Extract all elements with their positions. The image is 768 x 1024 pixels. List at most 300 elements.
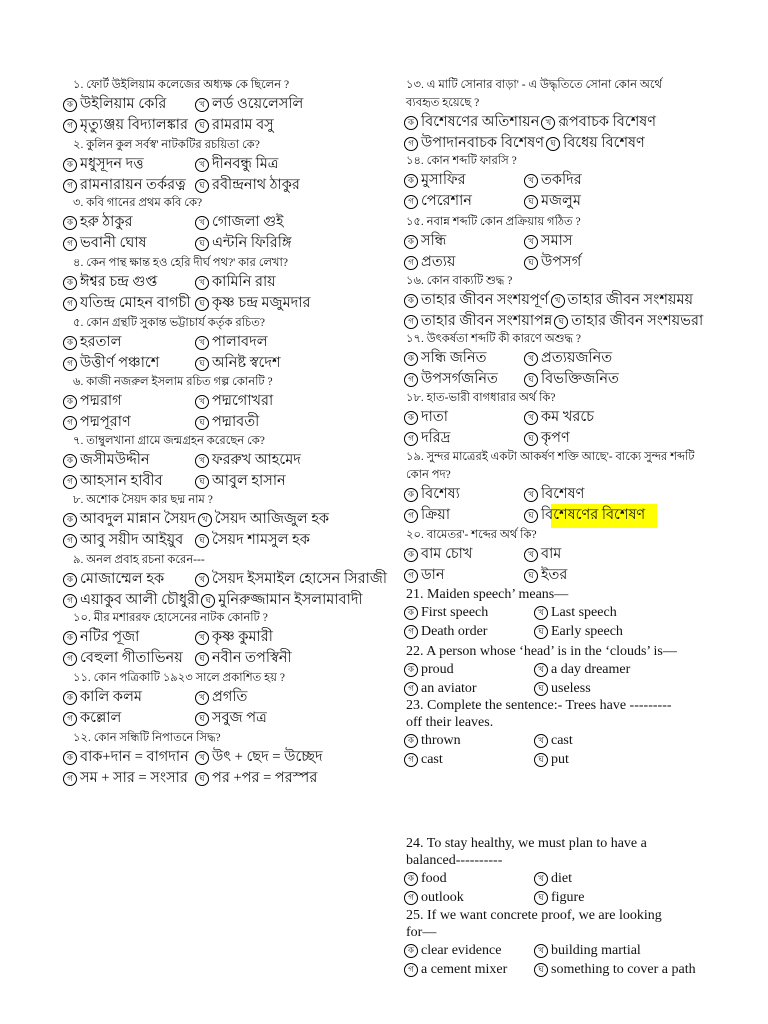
option-text: outlook bbox=[421, 889, 464, 905]
option-text: রামরাম বসু bbox=[212, 116, 274, 133]
option-marker: গ bbox=[63, 416, 77, 430]
option-text: এন্টনি ফিরিঙ্গি bbox=[212, 234, 292, 251]
option-gha bbox=[524, 190, 581, 214]
question-text: ১৮. হাত-ভারী বাগধারার অর্থ কি? bbox=[406, 392, 556, 404]
option-text: মোজাম্মেল হক bbox=[80, 570, 165, 587]
option-marker: গ bbox=[404, 137, 418, 151]
option-ga bbox=[63, 529, 193, 553]
option-row bbox=[404, 622, 744, 641]
option-kha bbox=[534, 662, 630, 678]
option-text: thrown bbox=[421, 732, 461, 748]
option-marker: খ bbox=[534, 872, 548, 886]
option-ga bbox=[404, 368, 522, 392]
option-gha bbox=[534, 624, 623, 640]
option-gha bbox=[534, 752, 569, 768]
question-text: ৯. অনল প্রবাহ রচনা করেন--- bbox=[73, 554, 205, 566]
option-marker: ঘ bbox=[195, 179, 209, 193]
option-marker: খ bbox=[195, 631, 209, 645]
question-block bbox=[63, 254, 398, 314]
option-marker: ক bbox=[63, 158, 77, 172]
option-text: কম খরচে bbox=[541, 408, 594, 425]
option-row bbox=[63, 747, 398, 768]
option-marker: খ bbox=[541, 116, 555, 130]
option-text: দাতা bbox=[421, 408, 448, 425]
option-text: Last speech bbox=[551, 604, 617, 620]
option-text: মজলুম bbox=[541, 192, 581, 209]
option-marker: গ bbox=[404, 753, 418, 767]
option-gha bbox=[195, 647, 292, 671]
option-marker: ঘ bbox=[195, 357, 209, 371]
option-text: ক্রিয়া bbox=[421, 506, 451, 523]
option-text: কল্লোল bbox=[80, 709, 122, 726]
option-gha bbox=[195, 411, 259, 435]
option-text: আবদুল মান্নান সৈয়দ bbox=[80, 510, 196, 527]
option-marker: ক bbox=[404, 294, 418, 308]
option-row bbox=[404, 428, 744, 449]
option-text: তাহার জীবন সংশয়পূর্ণ bbox=[421, 291, 549, 308]
option-row bbox=[63, 332, 398, 353]
question-text: ১৪. কোন শব্দটি ফারসি ? bbox=[406, 155, 517, 167]
option-marker: ক bbox=[404, 411, 418, 425]
option-marker: ঘ bbox=[524, 569, 538, 583]
option-marker: গ bbox=[63, 297, 77, 311]
option-text: কৃষ্ণ কুমারী bbox=[212, 628, 273, 645]
option-row bbox=[63, 175, 398, 196]
option-row bbox=[63, 233, 398, 254]
option-gha bbox=[524, 368, 619, 392]
option-ga bbox=[404, 190, 522, 214]
option-text: বাম চোখ bbox=[421, 545, 473, 562]
option-marker: গ bbox=[63, 179, 77, 193]
option-text: সৈয়দ শামসুল হক bbox=[212, 531, 310, 548]
option-text: অনিষ্ট স্বদেশ bbox=[212, 354, 281, 371]
option-ga bbox=[63, 411, 193, 435]
option-text: পদ্মাবতী bbox=[212, 413, 260, 430]
option-gha bbox=[195, 232, 292, 256]
option-row bbox=[404, 170, 744, 191]
option-ga bbox=[404, 752, 532, 768]
option-text: রামনারায়ন তর্করত্ন bbox=[80, 176, 186, 193]
option-text: রূপবাচক বিশেষণ bbox=[558, 113, 657, 130]
option-marker: খ bbox=[534, 663, 548, 677]
option-marker: গ bbox=[63, 712, 77, 726]
option-marker: ক bbox=[404, 663, 418, 677]
option-marker: ঘ bbox=[534, 891, 548, 905]
option-row bbox=[404, 369, 744, 390]
option-text: জসীমউদ্দীন bbox=[80, 451, 150, 468]
question-text: ৬. কাজী নজরুল ইসলাম রচিত গল্প কোনটি ? bbox=[73, 376, 273, 388]
question-block bbox=[404, 835, 744, 907]
option-ka bbox=[404, 943, 532, 959]
option-gha bbox=[534, 962, 696, 978]
option-marker: গ bbox=[63, 475, 77, 489]
option-marker: ঘ bbox=[534, 625, 548, 639]
option-marker: ক bbox=[404, 488, 418, 502]
option-marker: ঘ bbox=[534, 682, 548, 696]
option-ga bbox=[63, 767, 193, 791]
question-text: ২০. বামেতর'- শব্দের অর্থ কি? bbox=[406, 529, 537, 541]
option-marker: গ bbox=[63, 357, 77, 371]
option-text: First speech bbox=[421, 604, 489, 620]
option-marker: খ bbox=[195, 454, 209, 468]
question-block bbox=[63, 432, 398, 492]
option-text: বাম bbox=[541, 545, 562, 562]
option-row bbox=[63, 391, 398, 412]
option-text: ঈশ্বর চন্দ্র গুপ্ত bbox=[80, 273, 158, 290]
option-ga bbox=[63, 292, 193, 316]
option-row bbox=[404, 484, 744, 505]
option-ga bbox=[404, 890, 532, 906]
option-row bbox=[63, 293, 398, 314]
option-ga bbox=[404, 427, 522, 451]
option-text: বেহুলা গীতাভিনয় bbox=[80, 649, 183, 666]
option-marker: খ bbox=[551, 294, 565, 308]
option-marker: ক bbox=[63, 513, 77, 527]
question-block bbox=[404, 389, 744, 449]
option-marker: ক bbox=[404, 235, 418, 249]
option-marker: খ bbox=[524, 411, 538, 425]
option-marker: ঘ bbox=[195, 772, 209, 786]
option-marker: ঘ bbox=[524, 256, 538, 270]
question-block bbox=[63, 609, 398, 669]
option-text: দীনবন্ধু মিত্র bbox=[212, 155, 279, 172]
option-text: food bbox=[421, 870, 447, 886]
option-marker: ঘ bbox=[195, 652, 209, 666]
option-text: বিধেয় বিশেষণ bbox=[563, 134, 645, 151]
option-row bbox=[63, 687, 398, 708]
option-marker: ক bbox=[63, 573, 77, 587]
option-ga bbox=[63, 352, 193, 376]
question-text: 25. If we want concrete proof, we are looking for— bbox=[406, 908, 662, 940]
option-text: useless bbox=[551, 680, 591, 696]
option-row bbox=[404, 252, 744, 273]
option-marker: গ bbox=[63, 772, 77, 786]
option-marker: ক bbox=[404, 872, 418, 886]
option-text: আবু সয়ীদ আইয়ুব bbox=[80, 531, 184, 548]
option-text: কালি কলম bbox=[80, 688, 142, 705]
option-marker: গ bbox=[404, 891, 418, 905]
option-marker: খ bbox=[524, 548, 538, 562]
option-marker: খ bbox=[195, 691, 209, 705]
option-marker: খ bbox=[524, 235, 538, 249]
question-block bbox=[63, 551, 398, 611]
question-text: ৮. অশোক সৈয়দ কার ছদ্ম নাম ? bbox=[73, 494, 213, 506]
option-row bbox=[404, 603, 744, 622]
option-text: সন্ধি bbox=[421, 232, 447, 249]
option-text: diet bbox=[551, 870, 572, 886]
left-column bbox=[63, 0, 398, 1024]
option-gha bbox=[195, 767, 317, 791]
question-block bbox=[404, 330, 744, 390]
option-kha bbox=[534, 871, 572, 887]
option-ga bbox=[404, 564, 522, 588]
option-marker: ক bbox=[404, 174, 418, 188]
option-marker: ঘ bbox=[195, 297, 209, 311]
option-ga bbox=[404, 251, 522, 275]
option-marker: খ bbox=[524, 174, 538, 188]
option-row bbox=[63, 569, 398, 590]
option-text: proud bbox=[421, 661, 454, 677]
question-block bbox=[404, 697, 744, 769]
option-row bbox=[404, 505, 744, 526]
question-block bbox=[63, 373, 398, 433]
option-marker: ক bbox=[404, 944, 418, 958]
option-text: গোজলা গুই bbox=[212, 213, 284, 230]
option-marker: খ bbox=[534, 944, 548, 958]
question-block bbox=[404, 272, 744, 332]
question-block bbox=[404, 526, 744, 586]
option-row bbox=[404, 290, 744, 311]
option-text: সমাস bbox=[541, 232, 573, 249]
option-text: পদ্মগোখরা bbox=[212, 392, 274, 409]
option-marker: ঘ bbox=[195, 475, 209, 489]
option-gha bbox=[524, 427, 570, 451]
option-text: put bbox=[551, 751, 569, 767]
option-text: পদ্মরাগ bbox=[80, 392, 122, 409]
option-row bbox=[404, 960, 744, 979]
option-marker: ক bbox=[404, 352, 418, 366]
option-marker: খ bbox=[195, 751, 209, 765]
option-text: লর্ড ওয়েলেসলি bbox=[212, 95, 304, 112]
option-text: পর +পর = পরস্পর bbox=[212, 769, 318, 786]
option-marker: ক bbox=[404, 548, 418, 562]
option-gha bbox=[195, 292, 310, 316]
option-row bbox=[404, 544, 744, 565]
option-ga bbox=[63, 114, 193, 138]
option-row bbox=[404, 348, 744, 369]
option-text: বিভক্তিজনিত bbox=[541, 370, 619, 387]
option-ka bbox=[404, 871, 532, 887]
option-marker: খ bbox=[198, 513, 212, 527]
option-marker: খ bbox=[534, 606, 548, 620]
option-text: উপসর্গ bbox=[541, 253, 582, 270]
option-marker: ঘ bbox=[534, 753, 548, 767]
option-text: হরতাল bbox=[80, 333, 122, 350]
option-row bbox=[63, 412, 398, 433]
option-marker: গ bbox=[404, 625, 418, 639]
option-marker: ঘ bbox=[524, 509, 538, 523]
option-ga bbox=[63, 647, 193, 671]
option-ga bbox=[404, 962, 532, 978]
option-row bbox=[404, 565, 744, 586]
option-marker: গ bbox=[63, 237, 77, 251]
option-ga bbox=[404, 681, 532, 697]
option-text: প্রত্যয় bbox=[421, 253, 456, 270]
option-marker: ঘ bbox=[201, 594, 215, 608]
question-text: ১৩. এ মাটি সোনার বাড়া' - এ উদ্ধৃতিতে সোনা কোন অর্থে ব্যবহৃত হয়েছে ? bbox=[406, 79, 662, 109]
option-marker: খ bbox=[195, 216, 209, 230]
option-text: উপাদানবাচক বিশেষণ bbox=[421, 134, 545, 151]
question-text: ২. কুলিন কুল সর্বস্ব' নাটকটির রচয়িতা কে? bbox=[73, 139, 260, 151]
question-text: 23. Complete the sentence:- Trees have --------- off their leaves. bbox=[406, 698, 672, 730]
option-row bbox=[63, 768, 398, 789]
option-gha bbox=[195, 529, 310, 553]
option-ga bbox=[404, 504, 522, 528]
question-block bbox=[63, 136, 398, 196]
option-marker: ক bbox=[63, 454, 77, 468]
option-text: দরিদ্র bbox=[421, 429, 451, 446]
option-ga bbox=[63, 707, 193, 731]
option-marker: ঘ bbox=[524, 373, 538, 387]
option-row bbox=[404, 731, 744, 750]
option-marker: ঘ bbox=[195, 119, 209, 133]
option-text: নবীন তপস্বিনী bbox=[212, 649, 292, 666]
option-row bbox=[404, 888, 744, 907]
option-text: পালাবদল bbox=[212, 333, 268, 350]
option-text: যতিন্দ্র মোহন বাগচী bbox=[80, 294, 191, 311]
option-text: পদ্মপূরাণ bbox=[80, 413, 131, 430]
option-marker: গ bbox=[404, 373, 418, 387]
option-row bbox=[404, 231, 744, 252]
option-text: প্রত্যয়জনিত bbox=[541, 349, 613, 366]
option-text: উইলিয়াম কেরি bbox=[80, 95, 167, 112]
question-text: ১৫. নবান্ন শব্দটি কোন প্রক্রিয়ায় গঠিত ? bbox=[406, 216, 581, 228]
option-marker: খ bbox=[534, 734, 548, 748]
right-column bbox=[404, 0, 744, 1024]
option-row bbox=[404, 941, 744, 960]
option-row bbox=[404, 133, 744, 154]
option-marker: গ bbox=[63, 534, 77, 548]
option-marker: ক bbox=[63, 631, 77, 645]
option-kha bbox=[534, 605, 617, 621]
question-text: ৪. কেন পান্থ ক্ষান্ত হও হেরি দীর্ঘ পথ?' কার লেখা? bbox=[73, 257, 288, 269]
option-text: clear evidence bbox=[421, 942, 502, 958]
option-text: আবুল হাসান bbox=[212, 472, 286, 489]
option-marker: গ bbox=[404, 195, 418, 209]
option-row bbox=[63, 530, 398, 551]
option-gha bbox=[195, 707, 267, 731]
option-text: সৈয়দ আজিজুল হক bbox=[214, 510, 330, 527]
option-marker: খ bbox=[195, 98, 209, 112]
option-marker: খ bbox=[195, 276, 209, 290]
option-row bbox=[404, 750, 744, 769]
option-kha bbox=[534, 733, 573, 749]
option-ga bbox=[63, 232, 193, 256]
question-text: ১৬. কোন বাক্যটি শুদ্ধ ? bbox=[406, 275, 513, 287]
option-marker: খ bbox=[195, 336, 209, 350]
question-block bbox=[63, 314, 398, 374]
option-marker: ঘ bbox=[195, 237, 209, 251]
option-text: উত্তীর্ণ পঞ্চাশে bbox=[80, 354, 160, 371]
option-kha bbox=[534, 943, 641, 959]
question-text: ৫. কোন গ্রন্থটি সুকান্ত ভট্টাচার্য কর্তৃক রচিত? bbox=[73, 317, 265, 329]
question-text: ৭. তাম্বুলখানা গ্রামে জন্মগ্রহন করেছেন কে? bbox=[73, 435, 265, 447]
option-text: রবীন্দ্রনাথ ঠাকুর bbox=[212, 176, 300, 193]
option-text: building martial bbox=[551, 942, 641, 958]
option-marker: ক bbox=[63, 216, 77, 230]
option-row bbox=[63, 627, 398, 648]
option-text: cast bbox=[551, 732, 573, 748]
option-text: তকদির bbox=[541, 171, 582, 188]
option-gha bbox=[534, 890, 584, 906]
option-text: তাহার জীবন সংশয়ভরা bbox=[571, 312, 704, 329]
option-marker: ঘ bbox=[554, 315, 568, 329]
option-marker: খ bbox=[195, 158, 209, 172]
option-marker: ঘ bbox=[195, 712, 209, 726]
option-text: a day dreamer bbox=[551, 661, 631, 677]
option-text: ফররুখ আহমেদ bbox=[212, 451, 301, 468]
option-row bbox=[63, 94, 398, 115]
option-text: উৎ + ছেদ = উচ্ছেদ bbox=[212, 748, 323, 765]
option-text: মৃত্যুঞ্জয় বিদ্যালঙ্কার bbox=[80, 116, 188, 133]
option-marker: ক bbox=[404, 116, 418, 130]
option-marker: গ bbox=[404, 315, 418, 329]
option-row bbox=[63, 212, 398, 233]
option-text: বাক+দান = বাগদান bbox=[80, 748, 189, 765]
question-block bbox=[404, 448, 744, 526]
option-text: কামিনি রায় bbox=[212, 273, 276, 290]
option-row bbox=[404, 869, 744, 888]
option-text: মুনিরুজ্জামান ইসলামাবাদী bbox=[218, 591, 363, 608]
option-text: সবুজ পত্র bbox=[212, 709, 267, 726]
option-marker: গ bbox=[404, 256, 418, 270]
option-text: প্রগতি bbox=[212, 688, 248, 705]
option-text: সম + সার = সংসার bbox=[80, 769, 188, 786]
option-marker: ক bbox=[404, 606, 418, 620]
option-gha bbox=[534, 681, 591, 697]
option-ka bbox=[404, 733, 532, 749]
question-text: ১. ফোর্ট উইলিয়াম কলেজের অধ্যক্ষ কে ছিলেন ? bbox=[73, 79, 290, 91]
option-row bbox=[63, 648, 398, 669]
question-text: ১০. মীর মশাররফ হোসেনের নাটক কোনটি ? bbox=[73, 612, 268, 624]
option-ka bbox=[404, 605, 532, 621]
option-text: বিশেষণের অতিশায়ন bbox=[421, 113, 540, 130]
option-gha bbox=[195, 114, 274, 138]
question-block bbox=[63, 669, 398, 729]
option-marker: খ bbox=[195, 573, 209, 587]
option-row bbox=[404, 112, 744, 133]
question-block bbox=[404, 907, 744, 979]
question-text: ১৯. সুন্দর মাত্রেরই একটা আকর্ষণ শক্তি আছে'- বাক্যে সুন্দর শব্দটি কোন পদ? bbox=[406, 451, 695, 481]
option-marker: গ bbox=[404, 432, 418, 446]
option-row bbox=[63, 154, 398, 175]
option-marker: ক bbox=[63, 98, 77, 112]
option-text: মুসাফির bbox=[421, 171, 466, 188]
option-text: উপসর্গজনিত bbox=[421, 370, 498, 387]
option-marker: ক bbox=[63, 691, 77, 705]
option-marker: গ bbox=[63, 594, 77, 608]
option-marker: ক bbox=[63, 751, 77, 765]
option-text: সন্ধি জনিত bbox=[421, 349, 487, 366]
question-text: ১২. কোন সন্ধিটি নিপাতনে সিদ্ধ? bbox=[73, 732, 221, 744]
option-text: কৃষ্ণ চন্দ্র মজুমদার bbox=[212, 294, 311, 311]
option-text: হরু ঠাকুর bbox=[80, 213, 133, 230]
option-marker: ক bbox=[404, 734, 418, 748]
option-marker: ক bbox=[63, 276, 77, 290]
question-block bbox=[404, 152, 744, 212]
option-text: Early speech bbox=[551, 623, 623, 639]
option-ka bbox=[404, 662, 532, 678]
option-marker: ঘ bbox=[546, 137, 560, 151]
option-marker: ক bbox=[63, 395, 77, 409]
question-block bbox=[63, 729, 398, 789]
option-text: something to cover a path bbox=[551, 961, 696, 977]
option-text: an aviator bbox=[421, 680, 477, 696]
option-row bbox=[63, 450, 398, 471]
option-row bbox=[404, 679, 744, 698]
option-text: তাহার জীবন সংশয়ময় bbox=[567, 291, 694, 308]
option-ga bbox=[63, 470, 193, 494]
option-marker: গ bbox=[404, 509, 418, 523]
option-row bbox=[63, 590, 398, 611]
question-block bbox=[63, 194, 398, 254]
question-block bbox=[63, 491, 398, 551]
option-text: ইতর bbox=[541, 566, 568, 583]
option-gha bbox=[195, 470, 286, 494]
option-text: পেরেশান bbox=[421, 192, 472, 209]
option-marker: গ bbox=[404, 682, 418, 696]
option-marker: গ bbox=[63, 652, 77, 666]
